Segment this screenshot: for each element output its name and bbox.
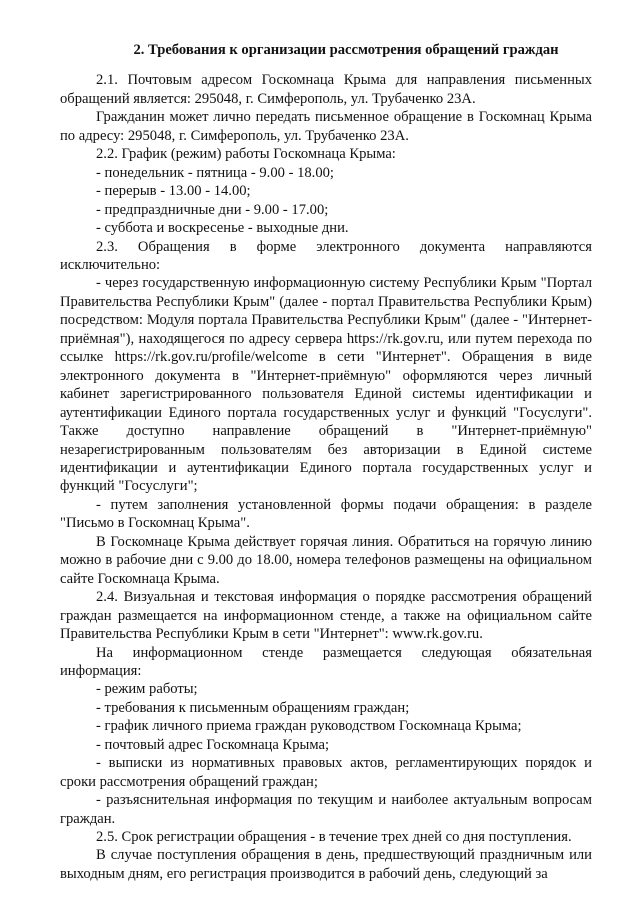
paragraph-2-1: 2.1. Почтовым адресом Госкомнаца Крыма для направления письменных обращений является: 295048, г. Симферополь, ул. Трубаченко 23А.	[60, 72, 592, 107]
stand-item-requirements: - требования к письменным обращениям граждан;	[96, 699, 410, 716]
paragraph-2-5: 2.5. Срок регистрации обращения - в течение трех дней со дня поступления.	[96, 829, 572, 846]
stand-item-reception: - график личного приема граждан руководством Госкомнаца Крыма;	[96, 718, 522, 735]
paragraph-hotline: В Госкомнаце Крыма действует горячая линия. Обратиться на горячую линию можно в рабочие дни с 9.00 до 18.00, номера телефонов размещены на официальном сайте Госкомнаца Крыма.	[60, 533, 592, 587]
document-page	[60, 41, 592, 883]
schedule-item-break: - перерыв - 13.00 - 14.00;	[96, 183, 251, 200]
stand-item-extracts: - выписки из нормативных правовых актов, регламентирующих порядок и сроки рассмотрения обращений граждан;	[60, 755, 592, 790]
paragraph-portal: - через государственную информационную систему Республики Крым "Портал Правительства Республики Крым" (далее - портал Правительства Республики Крым) посредством: Модуля портала Правительства Республики Крым" (далее - "Интернет-приёмная"), находящегося по адресу сервера https://rk.gov.ru, или путем перехода по ссылке https://rk.gov.ru/profile/welcome в сети "Интернет". Обращения в виде электронного документа в "Интернет-приёмную" оформляются через личный кабинет зарегистрированного пользователя Единой системы идентификации и аутентификации Единого портала государственных услуг и функций "Госуслуги". Также доступно направление обращений в "Интернет-приёмную" незарегистрированным пользователям без авторизации в Единой системе идентификации и аутентификации Единого портала государственных услуг и функций "Госуслуги";	[60, 275, 592, 495]
paragraph-personal-delivery: Гражданин может лично передать письменное обращение в Госкомнац Крыма по адресу: 295048, г. Симферополь, ул. Трубаченко 23А.	[60, 109, 592, 144]
schedule-item-weekend: - суббота и воскресенье - выходные дни.	[96, 220, 349, 237]
section-title: 2. Требования к организации рассмотрения обращений граждан	[133, 42, 559, 58]
stand-item-explanations: - разъяснительная информация по текущим и наиболее актуальным вопросам граждан.	[60, 792, 592, 827]
paragraph-2-3: 2.3. Обращения в форме электронного документа направляются исключительно:	[60, 238, 592, 273]
paragraph-2-4: 2.4. Визуальная и текстовая информация о порядке рассмотрения обращений граждан размещается на информационном стенде, а также на официальном сайте Правительства Республики Крым в сети "Интернет": www.rk.gov.ru.	[60, 589, 592, 643]
paragraph-2-2: 2.2. График (режим) работы Госкомнаца Крыма:	[96, 146, 396, 163]
paragraph-stand: На информационном стенде размещается следующая обязательная информация:	[60, 644, 592, 679]
stand-item-address: - почтовый адрес Госкомнаца Крыма;	[96, 736, 330, 753]
schedule-item-preholiday: - предпраздничные дни - 9.00 - 17.00;	[96, 201, 329, 218]
schedule-item-weekdays: - понедельник - пятница - 9.00 - 18.00;	[96, 164, 334, 181]
paragraph-registration: В случае поступления обращения в день, предшествующий праздничным или выходным дням, его регистрация производится в рабочий день, следующий за	[60, 847, 592, 882]
paragraph-form: - путем заполнения установленной формы подачи обращения: в разделе "Письмо в Госкомнац Крыма".	[60, 496, 592, 532]
stand-item-hours: - режим работы;	[96, 681, 198, 698]
